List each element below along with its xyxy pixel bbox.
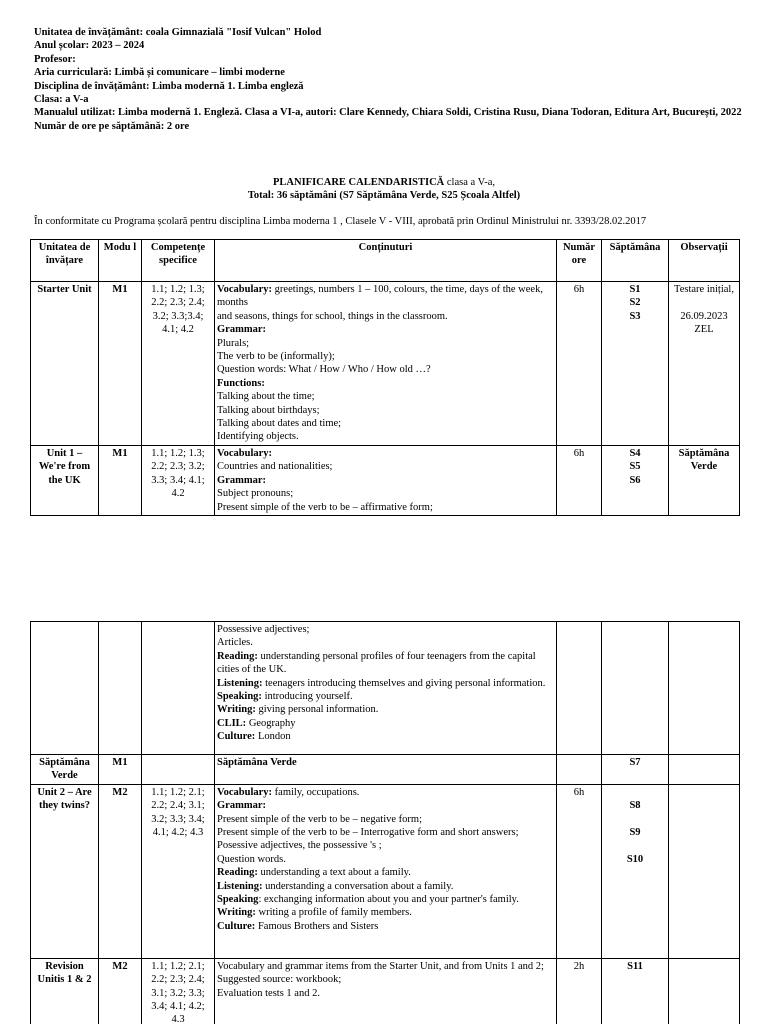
content-cell	[215, 958, 557, 1024]
content-line: The verb to be (informally);	[217, 351, 335, 363]
hours-cell	[557, 755, 602, 785]
document-title	[0, 176, 768, 189]
content-line: Talking about the time;	[217, 391, 315, 403]
competences-cell: 1.1; 1.2; 1.3; 2.2; 2.3; 3.2; 3.3; 3.4; 4.1; 4.2	[142, 445, 215, 515]
header-cell-week: Săptămâna	[602, 240, 669, 282]
header-hours-per-week: Număr de ore pe săptămână: 2 ore	[34, 120, 190, 132]
week-label: S4	[629, 447, 641, 459]
table-row	[31, 784, 740, 958]
content-line: Culture: Famous Brothers and Sisters	[217, 920, 379, 932]
document-total: Total: 36 săptămâni (S7 Săptămâna Verde, S25 Școala Altfel)	[247, 190, 521, 201]
content-line: Vocabulary: family, occupations.	[217, 786, 360, 798]
content-line: Talking about dates and time;	[217, 418, 342, 430]
hours-cell: 6h	[557, 282, 602, 446]
content-cell	[215, 784, 557, 958]
content-line: Possessive adjectives;	[217, 624, 310, 635]
hours-cell	[557, 622, 602, 755]
table-header-row	[31, 240, 740, 282]
content-line: Grammar:	[217, 800, 266, 812]
competences-cell: 1.1; 1.2; 2.1; 2.2; 2.4; 3.1; 3.2; 3.3; 3.4; 4.1; 4.2; 4.3	[142, 784, 215, 958]
week-label: S3	[629, 310, 641, 322]
content-line: Reading: understanding personal profiles of four teenagers from the capital cities of the UK.	[217, 650, 536, 676]
unit-cell: Unit 1 – We're from the UK	[31, 445, 99, 515]
header-teacher: Profesor:	[34, 53, 76, 65]
content-cell	[215, 445, 557, 515]
content-line: Grammar:	[217, 324, 266, 336]
week-label: S8	[629, 800, 641, 812]
week-label: S10	[626, 853, 644, 865]
weeks-cell	[602, 445, 669, 515]
module-cell: M1	[99, 282, 142, 446]
content-line: Listening: understanding a conversation about a family.	[217, 880, 454, 892]
content-line: Countries and nationalities;	[217, 461, 333, 473]
competences-cell: 1.1; 1.2; 1.3; 2.2; 2.3; 2.4; 3.2; 3.3;3.4; 4.1; 4.2	[142, 282, 215, 446]
header-cell-unit: Unitatea de învățare	[31, 240, 99, 282]
header-school: Unitatea de învățământ: coala Gimnazială "Iosif Vulcan" Holod	[34, 27, 322, 38]
table-row	[31, 445, 740, 515]
weeks-cell	[602, 755, 669, 785]
header-cell-competences: Competențe specifice	[142, 240, 215, 282]
document-header	[34, 26, 744, 133]
notes-cell	[669, 784, 740, 958]
conformity-note: În conformitate cu Programa școlară pentru disciplina Limba moderna 1 , Clasele V - VIII, aprobată prin Ordinul Ministrului nr. 3393/28.02.2017	[34, 216, 647, 227]
header-discipline: Disciplina de învățământ: Limba modernă 1. Limba engleză	[34, 80, 304, 92]
content-line: Speaking: introducing yourself.	[217, 691, 353, 703]
header-textbook: Manualul utilizat: Limba modernă 1. Engleză. Clasa a VI-a, autori: Clare Kennedy, Chiara Soldi, Cristina Rusu, Diana Todoran, Editura Art, București, 2022	[34, 107, 742, 119]
content-line: Question words: What / How / Who / How old …?	[217, 364, 431, 376]
header-cell-hours: Număr ore	[557, 240, 602, 282]
content-line: Reading: understanding a text about a family.	[217, 867, 411, 879]
content-line: Vocabulary: greetings, numbers 1 – 100, colours, the time, days of the week, months	[217, 284, 543, 309]
weeks-cell	[602, 784, 669, 958]
content-line: Listening: teenagers introducing themselves and giving personal information.	[217, 677, 546, 689]
table-row	[31, 958, 740, 1024]
notes-cell	[669, 958, 740, 1024]
weeks-cell	[602, 622, 669, 755]
week-label: S6	[629, 474, 641, 486]
week-label: S5	[629, 461, 641, 473]
planning-table-continued	[30, 621, 740, 1024]
notes-cell	[669, 755, 740, 785]
content-line: Plurals;	[217, 337, 250, 349]
header-cell-notes: Observații	[669, 240, 740, 282]
header-curricular-area: Aria curriculară: Limbă și comunicare – limbi moderne	[34, 67, 285, 79]
content-line: Talking about birthdays;	[217, 404, 320, 416]
module-cell: M2	[99, 958, 142, 1024]
unit-cell: Revision Unitis 1 & 2	[31, 958, 99, 1024]
hours-cell: 6h	[557, 445, 602, 515]
planning-table	[30, 239, 740, 516]
week-label: S7	[629, 757, 641, 768]
module-cell: M2	[99, 784, 142, 958]
unit-cell: Săptămâna Verde	[31, 755, 99, 785]
content-line: and seasons, things for school, things in the classroom.	[217, 310, 448, 322]
notes-date: 26.09.2023 ZEL	[680, 310, 728, 336]
content-line: Identifying objects.	[217, 431, 299, 443]
module-cell: M1	[99, 755, 142, 785]
header-cell-module: Modu l	[99, 240, 142, 282]
notes-cell	[669, 282, 740, 446]
content-line: Speaking: exchanging information about you and your partner's family.	[217, 894, 519, 906]
content-line: Writing: giving personal information.	[217, 704, 379, 716]
notes-cell	[669, 622, 740, 755]
competences-cell	[142, 622, 215, 755]
content-line: Functions:	[217, 377, 265, 389]
content-line: Present simple of the verb to be – negative form;	[217, 813, 422, 825]
content-line: Posessive adjectives, the possessive 's ;	[217, 840, 382, 852]
competences-cell: 1.1; 1.2; 2.1; 2.2; 2.3; 2.4; 3.1; 3.2; 3.3; 3.4; 4.1; 4.2; 4.3	[142, 958, 215, 1024]
title-main: PLANIFICARE CALENDARISTICĂ	[273, 177, 445, 188]
week-label: S1	[629, 284, 641, 295]
content-line: Present simple of the verb to be – affirmative form;	[217, 501, 433, 513]
content-line: Evaluation tests 1 and 2.	[217, 987, 320, 999]
module-cell: M1	[99, 445, 142, 515]
content-cell: Săptămâna Verde	[215, 755, 557, 785]
content-line: Subject pronouns;	[217, 488, 294, 500]
competences-cell	[142, 755, 215, 785]
week-label: S2	[629, 297, 641, 309]
content-cell	[215, 622, 557, 755]
content-line: Question words.	[217, 853, 286, 865]
content-cell	[215, 282, 557, 446]
table-row	[31, 755, 740, 785]
header-cell-content: Conținuturi	[215, 240, 557, 282]
unit-cell: Unit 2 – Are they twins?	[31, 784, 99, 958]
content-line: Vocabulary:	[217, 447, 273, 459]
week-label: S9	[629, 827, 641, 838]
content-line: Vocabulary and grammar items from the Starter Unit, and from Units 1 and 2;	[217, 960, 544, 972]
weeks-cell	[602, 958, 669, 1024]
content-line: Suggested source: workbook;	[217, 974, 342, 986]
unit-cell	[31, 622, 99, 755]
content-line: Articles.	[217, 637, 253, 649]
content-line: CLIL: Geography	[217, 717, 296, 729]
table-row	[31, 282, 740, 446]
notes-cell: Săptămâna Verde	[669, 445, 740, 515]
content-line: Culture: London	[217, 731, 291, 743]
header-school-year: Anul școlar: 2023 – 2024	[34, 40, 145, 52]
content-line: Writing: writing a profile of family members.	[217, 907, 412, 919]
weeks-cell	[602, 282, 669, 446]
hours-cell: 2h	[557, 958, 602, 1024]
hours-cell: 6h	[557, 784, 602, 958]
week-label: S11	[627, 960, 643, 972]
header-class: Clasa: a V-a	[34, 94, 89, 106]
table-row	[31, 622, 740, 755]
title-class: clasa a V-a,	[444, 177, 495, 188]
notes-text: Testare inițial,	[674, 284, 734, 295]
content-line: Grammar:	[217, 474, 266, 486]
module-cell	[99, 622, 142, 755]
content-line: Present simple of the verb to be – Interrogative form and short answers;	[217, 827, 519, 839]
unit-cell: Starter Unit	[31, 282, 99, 446]
